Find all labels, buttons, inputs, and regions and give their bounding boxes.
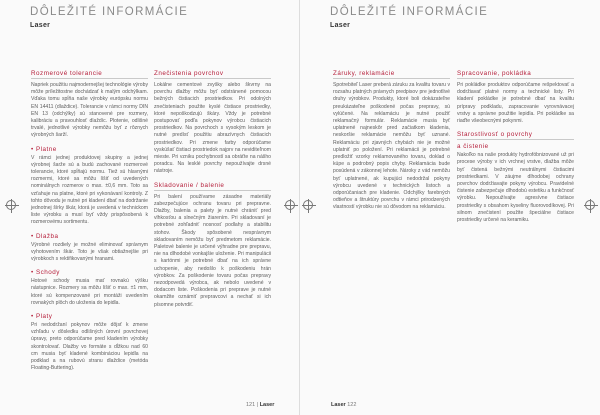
section-heading: Starostlivosť o povrchy xyxy=(457,131,574,140)
body-text: Spotrebiteľ Laser preberá záruku za kvalitu tovaru v rozsahu platných právnych predpisov pre jednotlivé druhy výrobkov. Produkty, ktoré boli dokázateľne preukázateľne poškodené počas prepravy, sú vylúčené. Na reklamáciu je nutné použiť reklamačný formulár. Reklamácie musia byť uplatnené najneskôr pred začiatkom kladenia, neskoršie reklamácie nemôžu byť uznané. Reklamáciu pri zjavných chybách nie je možné uplatniť po položení. Pri reklamácii je potrebné predložiť vzorky reklamovaného tovaru, doklad o kúpe a podrobný popis chyby. Reklamácia bude posúdená v zákonnej lehote. Nároky z vád nemôžu byť uplatnené, ak kupujúci nedodržal pokyny výrobcu uvedené v technických listoch a odporúčaniach pre kladenie. Odchýlky farebných odtieňov a štruktúry povrchu v rámci prirodzených vlastností výrobku nie sú dôvodom na reklamáciu. xyxy=(333,82,450,211)
body-text: Pri balení používame zásadne materiály zabezpečujúce ochranu tovaru pri prepravne. Dlažby, balenia a palety je nutné chrániť pred vlhkosťou a slnečným žiarením. Pri skladovaní je potrebné zohľadniť nosnosť podlahy a stabilitu stohov. Škody spôsobené nesprávnym skladovaním nemôžu byť predmetom reklamácie. Paletové balenie je určené výhradne pre prepravu, nie na dlhodobé vonkajšie uloženie. Pri manipulácii s kartónmi je potrebné dbať na ich správne uchopenie, aby nedošlo k poškodeniu hrán výrobkov. Za poškodenie tovaru počas prepravy nezodpovedá výrobca, ak nebolo uvedené v dodacom liste. Poškodenia pri preprave je nutné okamžite oznámiť prepravcovi a nechať si ich písomne potvrdiť. xyxy=(154,193,271,308)
body-text: Hotové schody musia mať rovnakú výšku nástupnice. Rozmery sa môžu líšiť o max. ±1 mm, ktoré sú kompenzované pri montáži uvedením rovnakých plôch do uloženia do lepidla. xyxy=(31,278,148,306)
body-text: Nakoľko na naše produkty hydrofóbnizované už pri procese výroby v ich vrchnej vrstve, dlažba môže byť čistená bežnými neutrálnymi čistiacimi prostriedkami. V záujme dlhodobej ochrany povrchov dodržiavajte pokyny výrobcu. Pravidelné čistenie zabezpečuje dlhodobú estetiku a funkčnosť výrobku. Nepoužívajte agresívne čistiace prostriedky s obsahom kyseliny fluorovodíkovej. Pri silnom znečistení použite špeciálne čistiace prostriedky určené na keramiku. xyxy=(457,152,574,224)
page-title: DÔLEŽITÉ INFORMÁCIE xyxy=(30,6,189,18)
section-heading: • Schody xyxy=(31,269,60,277)
body-text: Výrobné rozdiely je možné eliminovať správnym vyhotovením škár. Toto je však obtiažnejšie pri výrobkoch s rektifikovanými hranami. xyxy=(31,241,148,263)
brand-logo: Laser xyxy=(30,22,51,29)
section-heading: Záruky, reklamácie xyxy=(333,70,450,79)
body-text: Pri pokládke produktov odporúčame rešpektovať a dodržiavať platné normy a technické listy. Pri kladení pokládke je potrebné dbať na kvalitu prípravy podkladu, zapracovanie vyrovnávacej vrstvy a správne použitie lepidla. Pri pokládke sa riaďte všeobecnými pokynmi. xyxy=(457,82,574,125)
left-column-2 xyxy=(154,70,271,315)
body-text: Lokálne cementové zvyšky alebo škvrny na povrchu dlažby môžu byť odstránené pomocou bežných čistiacich prostriedkov. Pri odolných znečisteniach použite kyslé čistiace prostriedky, ktoré nepoškodzujú škáry. Vždy je potrebné postupovať podľa pokynov výrobcu čistiacich prostriedkov. Na povrchoch s vysokým leskom je nutné predísť použitiu abrazívnych čistiacich prostriedkov. Pri zmene farby odporúčame vyskúšať čistiaci prostriedok najprv na neviditeľnom mieste. Pri vzniku pochybností sa obráťte na nášho poradcu. Na lesklé povrchy nepoužívajte drsné nástroje. xyxy=(154,82,271,175)
folio-brand: Laser xyxy=(259,402,275,408)
page-title: DÔLEŽITÉ INFORMÁCIE xyxy=(330,6,489,18)
page-number-value: 122 xyxy=(347,402,357,408)
body-text: V rámci jednej produktovej skupiny a jednej výrobnej šarže sú a budú zachované rozmerové tolerancie, ktoré spĺňajú normu. Tiež sú hlavnými rozmermi, ktoré sa môžu líšiť od uvedených nominálnych rozmerov o max. ±0,6 mm. Toto sa vzťahuje na platne, ktoré pri vykonávaní kontroly. Z tohto dôvodu je nutné pri kladení dbať na dodržanie jednotnej šírky škár, ktorá je uvedená v technickom liste výrobku a musí byť vždy prispôsobená k rozmerovému sortimentu. xyxy=(31,154,148,226)
registration-mark-icon xyxy=(6,200,16,210)
page-number: 121 | Laser xyxy=(246,402,275,408)
section-heading: • Dlažba xyxy=(31,232,59,240)
body-text: Pri nedodržaní pokynov môže dôjsť k zmene vzhľadu v dôsledku odlišných úrovní povrchovej úpravy, preto odporúčame pred kladením výrobky skontrolovať. Dlažby vo formáte s dĺžkou nad 60 cm musia byť kladené kombináciou lepidla na podklad a na rubovú stranu dlaždice (metóda Floating-Buttering). xyxy=(31,322,148,372)
brand-logo: Laser xyxy=(330,22,351,29)
section-heading: Rozmerové tolerancie xyxy=(31,70,148,79)
right-page xyxy=(300,0,600,415)
folio-brand: Laser xyxy=(331,402,346,408)
registration-mark-icon xyxy=(285,200,295,210)
body-text: Napriek použitiu najmodernejšej technológie výroby môže príležitostne dochádzať k malým odchýlkam. Vďaka tomu spĺňa naše výrobky európsku normu EN 14411 (dlaždice). Tolerancie v rámci normy DIN EN 13 (odchýlky) sú stanovené pre rozmery, kalibráciu a pravouhlosť dlaždíc. Plotenie, odlišné trvalé, jednotlivé výrobky nemôžu byť z rôznych výrobných šarží. xyxy=(31,82,148,139)
right-column-2 xyxy=(457,70,574,230)
section-heading: a čistenie xyxy=(457,143,489,151)
right-column-1 xyxy=(333,70,450,218)
registration-mark-icon xyxy=(585,200,595,210)
page-number xyxy=(331,402,356,408)
page-number-value: 121 xyxy=(246,402,256,408)
registration-mark-icon xyxy=(303,200,313,210)
section-heading: • Platy xyxy=(31,313,53,321)
section-heading: Znečistenia povrchov xyxy=(154,70,271,79)
section-heading: Skladovanie / balenie xyxy=(154,182,271,191)
left-column-1 xyxy=(31,70,148,379)
section-heading: • Platne xyxy=(31,145,57,153)
section-heading: Spracovanie, pokládka xyxy=(457,70,574,79)
